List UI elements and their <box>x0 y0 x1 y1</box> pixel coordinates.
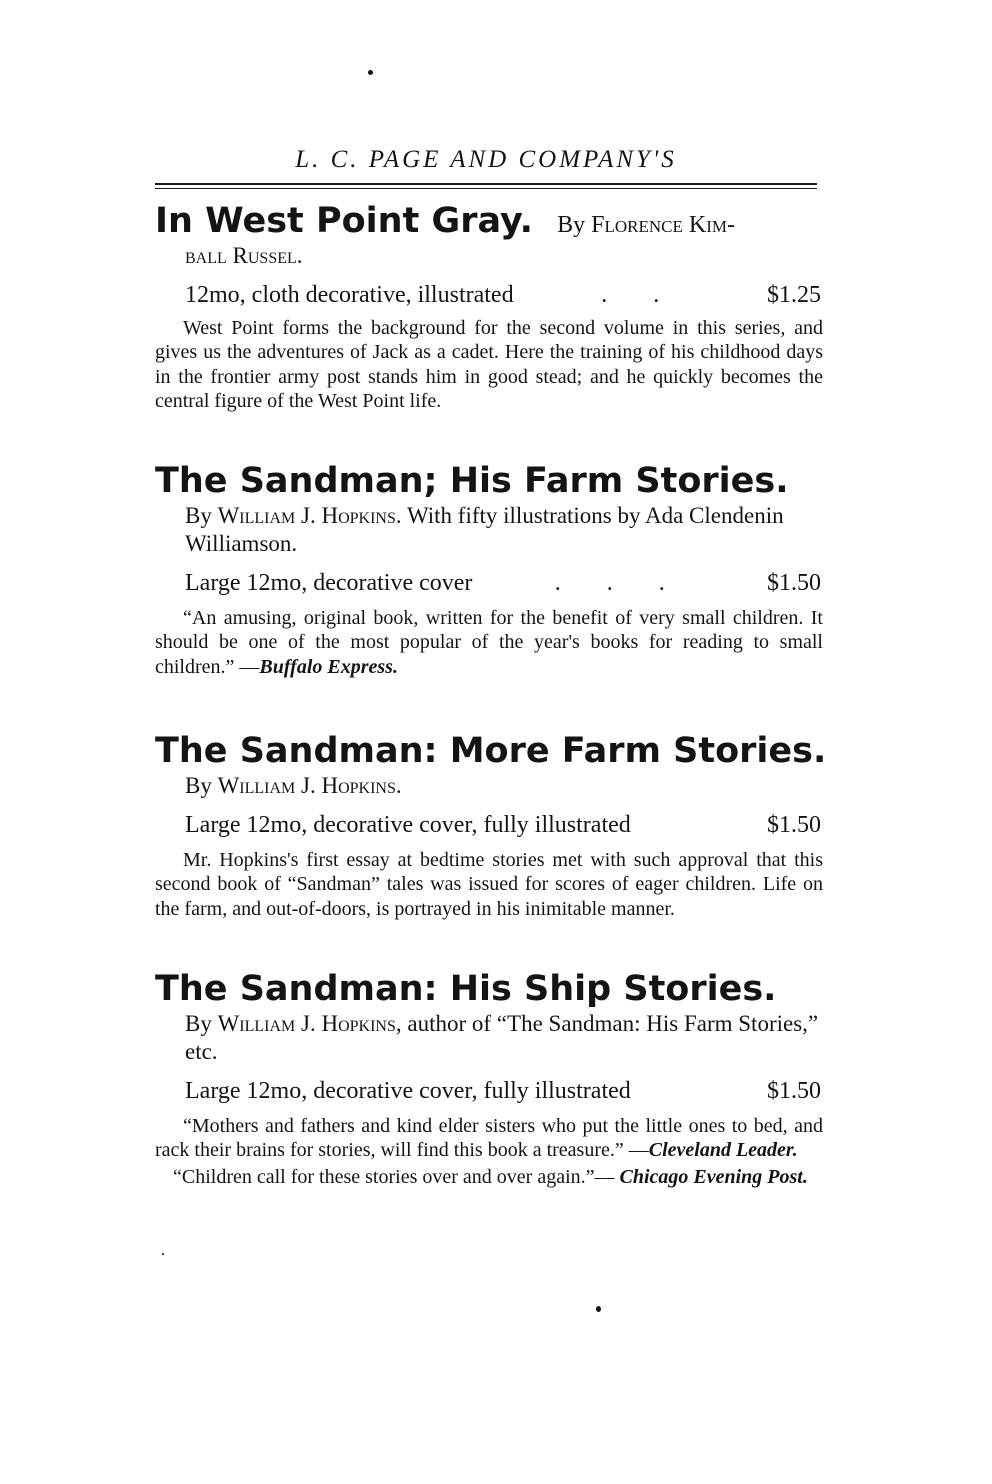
book-entry-sandman-ship <box>155 968 823 1189</box>
book-format: Large 12mo, decorative cover, fully illustrated <box>185 1078 631 1104</box>
byline <box>545 212 735 238</box>
book-format: Large 12mo, decorative cover, fully illustrated <box>185 812 631 838</box>
book-title: The Sandman: More Farm Stories. <box>155 731 827 771</box>
review-source: Buffalo Express. <box>259 655 398 678</box>
book-blurb-second <box>155 1165 823 1189</box>
book-blurb <box>155 606 823 679</box>
byline <box>185 1010 823 1066</box>
review-source: Chicago Evening Post. <box>619 1165 808 1188</box>
byline-by: By <box>185 503 212 528</box>
running-head: L. C. PAGE AND COMPANY'S <box>295 146 677 173</box>
blurb-text: “An amusing, original book, written for the benefit of very small children. It should be one of the most popular of the year's books for reading to small children.” — <box>155 607 823 678</box>
author-name: William J. Hopkins. <box>217 773 402 798</box>
book-price: $1.25 <box>766 282 821 308</box>
book-title: The Sandman: His Ship Stories. <box>155 969 777 1009</box>
author-name: William J. Hopkins. <box>217 503 402 528</box>
ink-dot-bottom <box>596 1306 601 1312</box>
price-line <box>185 1076 821 1106</box>
book-format: 12mo, cloth decorative, illustrated <box>185 282 514 308</box>
book-blurb <box>155 1114 823 1163</box>
book-entry-sandman-more-farm <box>155 730 827 921</box>
ink-dot-top <box>368 70 373 75</box>
blurb-text: “Children call for these stories over and over again.”— <box>173 1165 615 1188</box>
book-format: Large 12mo, decorative cover <box>185 570 473 596</box>
book-title-text: In West Point Gray. <box>155 201 533 241</box>
price-line <box>185 810 821 840</box>
byline-by: By <box>185 773 212 798</box>
book-blurb <box>155 316 823 414</box>
price-line <box>185 568 821 598</box>
book-price: $1.50 <box>767 570 821 596</box>
blurb-text: West Point forms the background for the second volume in this series, and gives us the adventures of Jack as a cadet. Here the training of his childhood days in the frontier army post stands him in good stead; and he quickly becomes the central figure of the West Point life. <box>155 317 823 413</box>
book-price: $1.50 <box>767 812 821 838</box>
book-title <box>155 200 823 246</box>
author-name-cont: ball Russel. <box>185 243 303 268</box>
price-line <box>185 280 821 310</box>
book-entry-sandman-farm <box>155 460 823 679</box>
blurb-text: Mr. Hopkins's first essay at bedtime stories met with such approval that this second book of “Sandman” tales was issued for scores of eager children. Life on the farm, and out-of-doors, is portrayed in his inimitable manner. <box>155 849 823 920</box>
book-title: The Sandman; His Farm Stories. <box>155 461 789 501</box>
author-name: William J. Hopkins, <box>217 1011 402 1036</box>
byline <box>185 502 823 558</box>
book-entry-west-point-gray <box>155 200 823 414</box>
leader-dots: . . <box>601 282 680 308</box>
book-blurb <box>155 848 823 921</box>
byline <box>185 772 823 800</box>
author-name: Florence Kim- <box>591 212 735 238</box>
author-continuation <box>185 242 823 270</box>
book-price: $1.50 <box>767 1078 821 1104</box>
byline-by: By <box>185 1011 212 1036</box>
byline-detail: With fifty illustrations by Ada Clendenin Williamson. <box>185 503 784 556</box>
ink-speck <box>162 1253 164 1255</box>
header-rule <box>155 183 817 185</box>
byline-detail: author of “The Sandman: His Farm Stories,” etc. <box>185 1011 819 1064</box>
header-rule-thin <box>155 188 817 189</box>
leader-dots: . . . <box>554 570 685 596</box>
review-source: Cleveland Leader. <box>648 1139 798 1162</box>
byline-by: By <box>557 212 586 238</box>
blurb-text: “Mothers and fathers and kind elder sisters who put the little ones to bed, and rack their brains for stories, will find this book a treasure.” — <box>155 1115 823 1162</box>
